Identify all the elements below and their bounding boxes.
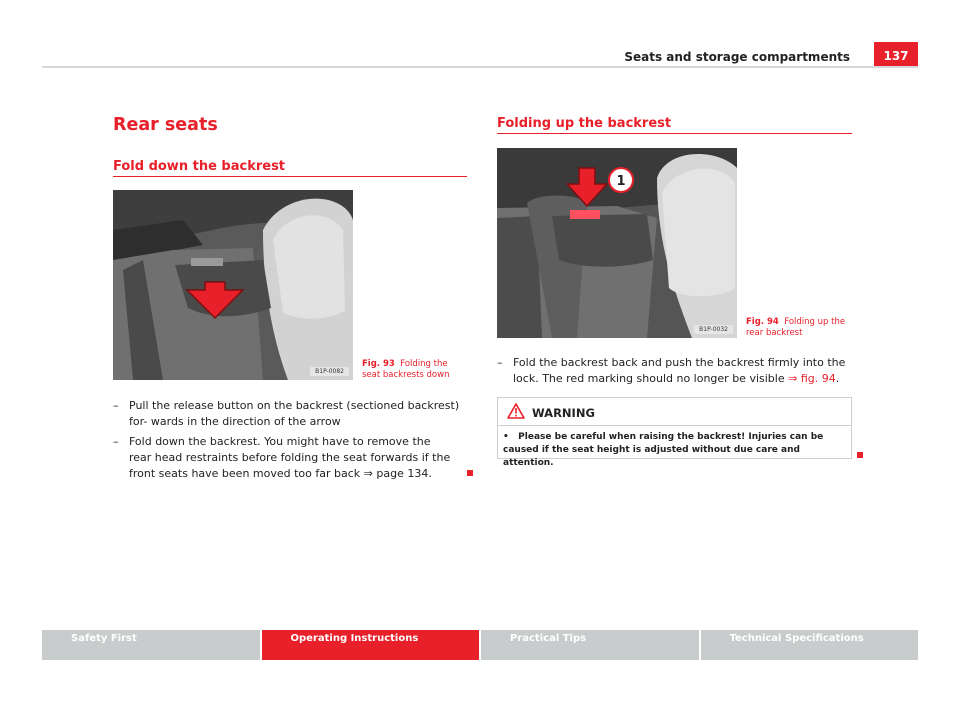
header-rule: [42, 66, 918, 68]
bullet: •: [503, 432, 509, 442]
figure-94-image: [497, 148, 737, 338]
warning-header: [498, 398, 851, 426]
running-header-title: Seats and storage compartments: [624, 50, 850, 64]
tab-technical-specifications[interactable]: Technical Specifications: [701, 630, 919, 660]
tab-safety-first[interactable]: Safety First: [42, 630, 260, 660]
subsection-heading-fold-down: Fold down the backrest: [113, 159, 286, 174]
warning-box: [497, 397, 852, 468]
caption-text: Folding the seat backrests down: [362, 359, 450, 380]
backrest-fold-up-illustration: [497, 148, 737, 338]
warning-triangle-icon: [507, 403, 525, 419]
page-number: 137: [874, 42, 918, 68]
figure-link[interactable]: ⇒ fig. 94: [788, 372, 836, 385]
subsection-rule: [497, 133, 852, 134]
figure-code: B1P-0082: [310, 367, 349, 376]
subsection-heading-fold-up: Folding up the backrest: [497, 116, 672, 131]
figure-code: B1P-0032: [694, 325, 733, 334]
section-heading: Rear seats: [113, 115, 218, 135]
section-end-marker: [857, 452, 863, 458]
figure-94-caption: [746, 317, 852, 339]
warning-text: • Please be careful when raising the backrest! Injuries can be caused if the seat height is adjusted without due care and attention.: [503, 432, 824, 468]
caption-text: Folding up the rear backrest: [746, 317, 846, 338]
step-item: – Fold down the backrest. You might have to remove the rear head restraints before folding the seat forwards if the front seats have been moved too far back ⇒ page 134.: [113, 435, 451, 480]
callout-number: 1: [616, 174, 626, 189]
tab-operating-instructions[interactable]: Operating Instructions: [262, 630, 480, 660]
caption-label: Fig. 94: [746, 317, 779, 327]
figure-93-image: [113, 190, 353, 380]
figure-93-caption: [362, 359, 467, 381]
backrest-fold-down-illustration: [113, 190, 353, 380]
step-text: Fold the backrest back and push the backrest firmly into the lock. The red marking should no longer be visible: [513, 356, 846, 385]
caption-label: Fig. 93: [362, 359, 395, 369]
step-item: – Fold the backrest back and push the backrest firmly into the lock. The red marking should no longer be visible ⇒ fig. 94.: [497, 356, 846, 385]
subsection-rule: [113, 176, 467, 177]
step-text: Fold down the backrest. You might have to remove the rear head restraints before folding the seat forwards if the front seats have been moved too far back ⇒ page 134.: [129, 435, 451, 480]
section-end-marker: [467, 470, 473, 476]
tab-practical-tips[interactable]: Practical Tips: [481, 630, 699, 660]
step-item: – Pull the release button on the backrest (sectioned backrest) for- wards in the direction of the arrow: [113, 399, 460, 428]
warning-title: WARNING: [532, 406, 595, 420]
step-text: Pull the release button on the backrest (sectioned backrest) for- wards in the direction of the arrow: [129, 399, 460, 428]
chapter-tabs: [42, 630, 918, 660]
